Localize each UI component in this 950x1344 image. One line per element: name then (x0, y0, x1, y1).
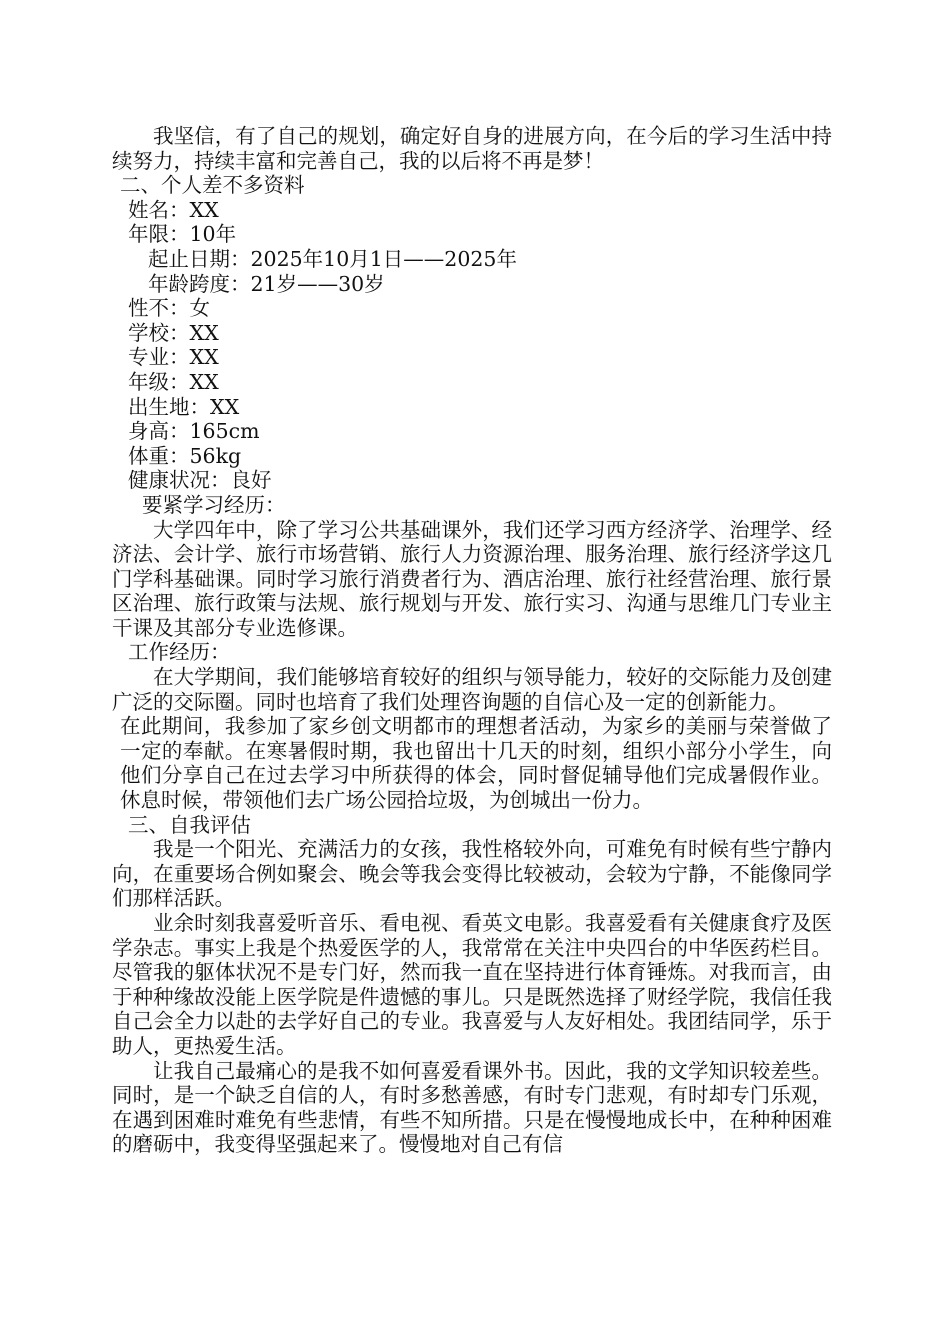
info-name: 姓名：XX (128, 197, 219, 222)
paragraph-personality: 我是一个阳光、充满活力的女孩，我性格较外向，可难免有时候有些宁静内向，在重要场合例如聚会、晚会等我会变得比较被动，会较为宁静，不能像同学们那样活跃。 (112, 837, 832, 911)
paragraph-hobbies: 业余时刻我喜爱听音乐、看电视、看英文电影。我喜爱看有关健康食疗及医学杂志。事实上我是个热爱医学的人，我常常在关注中央四台的中华医药栏目。尽管我的躯体状况不是专门好，然而我一直在坚持进行体育锤炼。对我而言，由于种种缘故没能上医学院是件遗憾的事儿。只是既然选择了财经学院，我信任我自己会全力以赴的去学好自己的专业。我喜爱与人友好相处。我团结同学，乐于助人，更热爱生活。 (112, 911, 832, 1058)
paragraph-weaknesses: 让我自己最痛心的是我不如何喜爱看课外书。因此，我的文学知识较差些。同时，是一个缺乏自信的人，有时多愁善感，有时专门悲观，有时却专门乐观，在遇到困难时难免有些悲情，有些不知所措。只是在慢慢地成长中，在种种困难的磨砺中，我变得坚强起来了。慢慢地对自己有信 (112, 1058, 832, 1157)
info-height: 身高：165cm (128, 419, 260, 444)
info-grade: 年级：XX (128, 369, 219, 394)
paragraph-work-ability: 在大学期间，我们能够培育较好的组织与领导能力，较好的交际能力及创建广泛的交际圈。同时也培育了我们处理咨询题的自信心及一定的创新能力。 (112, 665, 832, 714)
info-gender: 性不：女 (128, 296, 210, 321)
section-heading-self-assessment: 三、自我评估 (128, 812, 251, 837)
paragraph-study-experience: 大学四年中，除了学习公共基础课外，我们还学习西方经济学、治理学、经济法、会计学、旅行市场营销、旅行人力资源治理、服务治理、旅行经济学这几门学科基础课。同时学习旅行消费者行为、酒店治理、旅行社经营治理、旅行景区治理、旅行政策与法规、旅行规划与开发、旅行实习、沟通与思维几门专业主干课及其部分专业选修课。 (112, 517, 832, 640)
info-school: 学校：XX (128, 320, 219, 345)
document-body (112, 124, 832, 1157)
info-years: 年限：10年 (128, 222, 237, 247)
paragraph-volunteer: 在此期间，我参加了家乡创文明都市的理想者活动，为家乡的美丽与荣誉做了一定的奉献。在寒暑假时期，我也留出十几天的时刻，组织小部分小学生，向他们分享自己在过去学习中所获得的体会，同时督促辅导他们完成暑假作业。休息时候，带领他们去广场公园拾垃圾，为创城出一份力。 (120, 714, 832, 813)
info-major: 专业：XX (128, 345, 219, 370)
info-birthplace: 出生地：XX (128, 394, 240, 419)
subheading-work-experience: 工作经历： (128, 640, 231, 665)
info-date-range: 起止日期：2025年10月1日——2025年 (148, 246, 517, 271)
info-age-range: 年龄跨度：21岁——30岁 (148, 271, 385, 296)
info-weight: 体重：56kg (128, 443, 242, 468)
paragraph-conviction: 我坚信，有了自己的规划，确定好自身的进展方向，在今后的学习生活中持续努力，持续丰富和完善自己，我的以后将不再是梦！ (112, 124, 832, 173)
section-heading-basic-info: 二、个人差不多资料 (120, 173, 305, 198)
subheading-study-experience: 要紧学习经历： (142, 492, 286, 517)
info-health: 健康状况：良好 (128, 468, 272, 493)
